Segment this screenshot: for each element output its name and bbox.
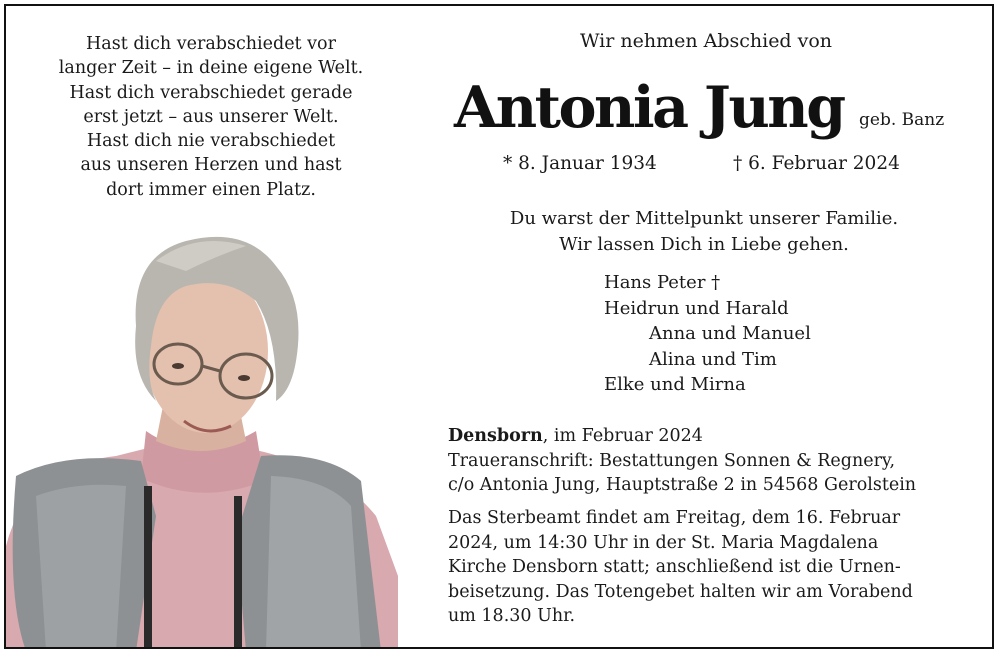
family-member: Alina und Tim [649, 348, 777, 370]
poem-line: Hast dich verabschiedet gerade [69, 82, 353, 103]
birth-name: geb. Banz [859, 110, 945, 130]
town-name: Densborn [448, 426, 543, 446]
poem-line: erst jetzt – aus unserer Welt. [83, 106, 339, 127]
family-member: Anna und Manuel [649, 323, 811, 344]
family-member: Elke und Mirna [604, 374, 746, 395]
poem [36, 32, 386, 202]
place-date-line [448, 424, 968, 449]
memorial-quote [454, 206, 954, 258]
notice-line: Kirche Densborn statt; anschließend ist die Urnen- [448, 557, 901, 577]
poem-line: aus unseren Herzen und hast [80, 155, 342, 176]
portrait-photo [6, 216, 398, 649]
birth-date: * 8. Januar 1934 [503, 153, 657, 174]
poem-line: Hast dich nie verabschiedet [86, 131, 336, 152]
notice-line: beisetzung. Das Totengebet halten wir am Vorabend [448, 581, 913, 602]
poem-line: langer Zeit – in deine eigene Welt. [58, 58, 364, 79]
service-notice [448, 506, 968, 629]
family-member: Hans Peter † [604, 272, 721, 293]
obituary-frame [4, 4, 994, 649]
place-date: , im Februar 2024 [542, 426, 703, 446]
notice-line: Das Sterbeamt findet am Freitag, dem 16. Februar [448, 508, 901, 528]
poem-line: Hast dich verabschiedet vor [86, 34, 336, 54]
death-date: † 6. Februar 2024 [733, 153, 900, 174]
notice-line: um 18.30 Uhr. [448, 606, 576, 626]
family-member: Heidrun und Harald [604, 297, 789, 319]
intro-text: Wir nehmen Abschied von [579, 30, 833, 52]
quote-line: Du warst der Mittelpunkt unserer Familie. [509, 208, 899, 229]
place-and-address [448, 424, 968, 498]
poem-line: dort immer einen Platz. [106, 179, 316, 200]
family-list [604, 270, 811, 398]
notice-line: 2024, um 14:30 Uhr in der St. Maria Magdalena [448, 532, 879, 553]
address-line: c/o Antonia Jung, Hauptstraße 2 in 54568 Gerolstein [448, 475, 917, 495]
address-line: Traueranschrift: Bestattungen Sonnen & Regnery, [448, 450, 896, 471]
quote-line: Wir lassen Dich in Liebe gehen. [559, 234, 849, 255]
deceased-name: Antonia Jung [454, 74, 844, 141]
